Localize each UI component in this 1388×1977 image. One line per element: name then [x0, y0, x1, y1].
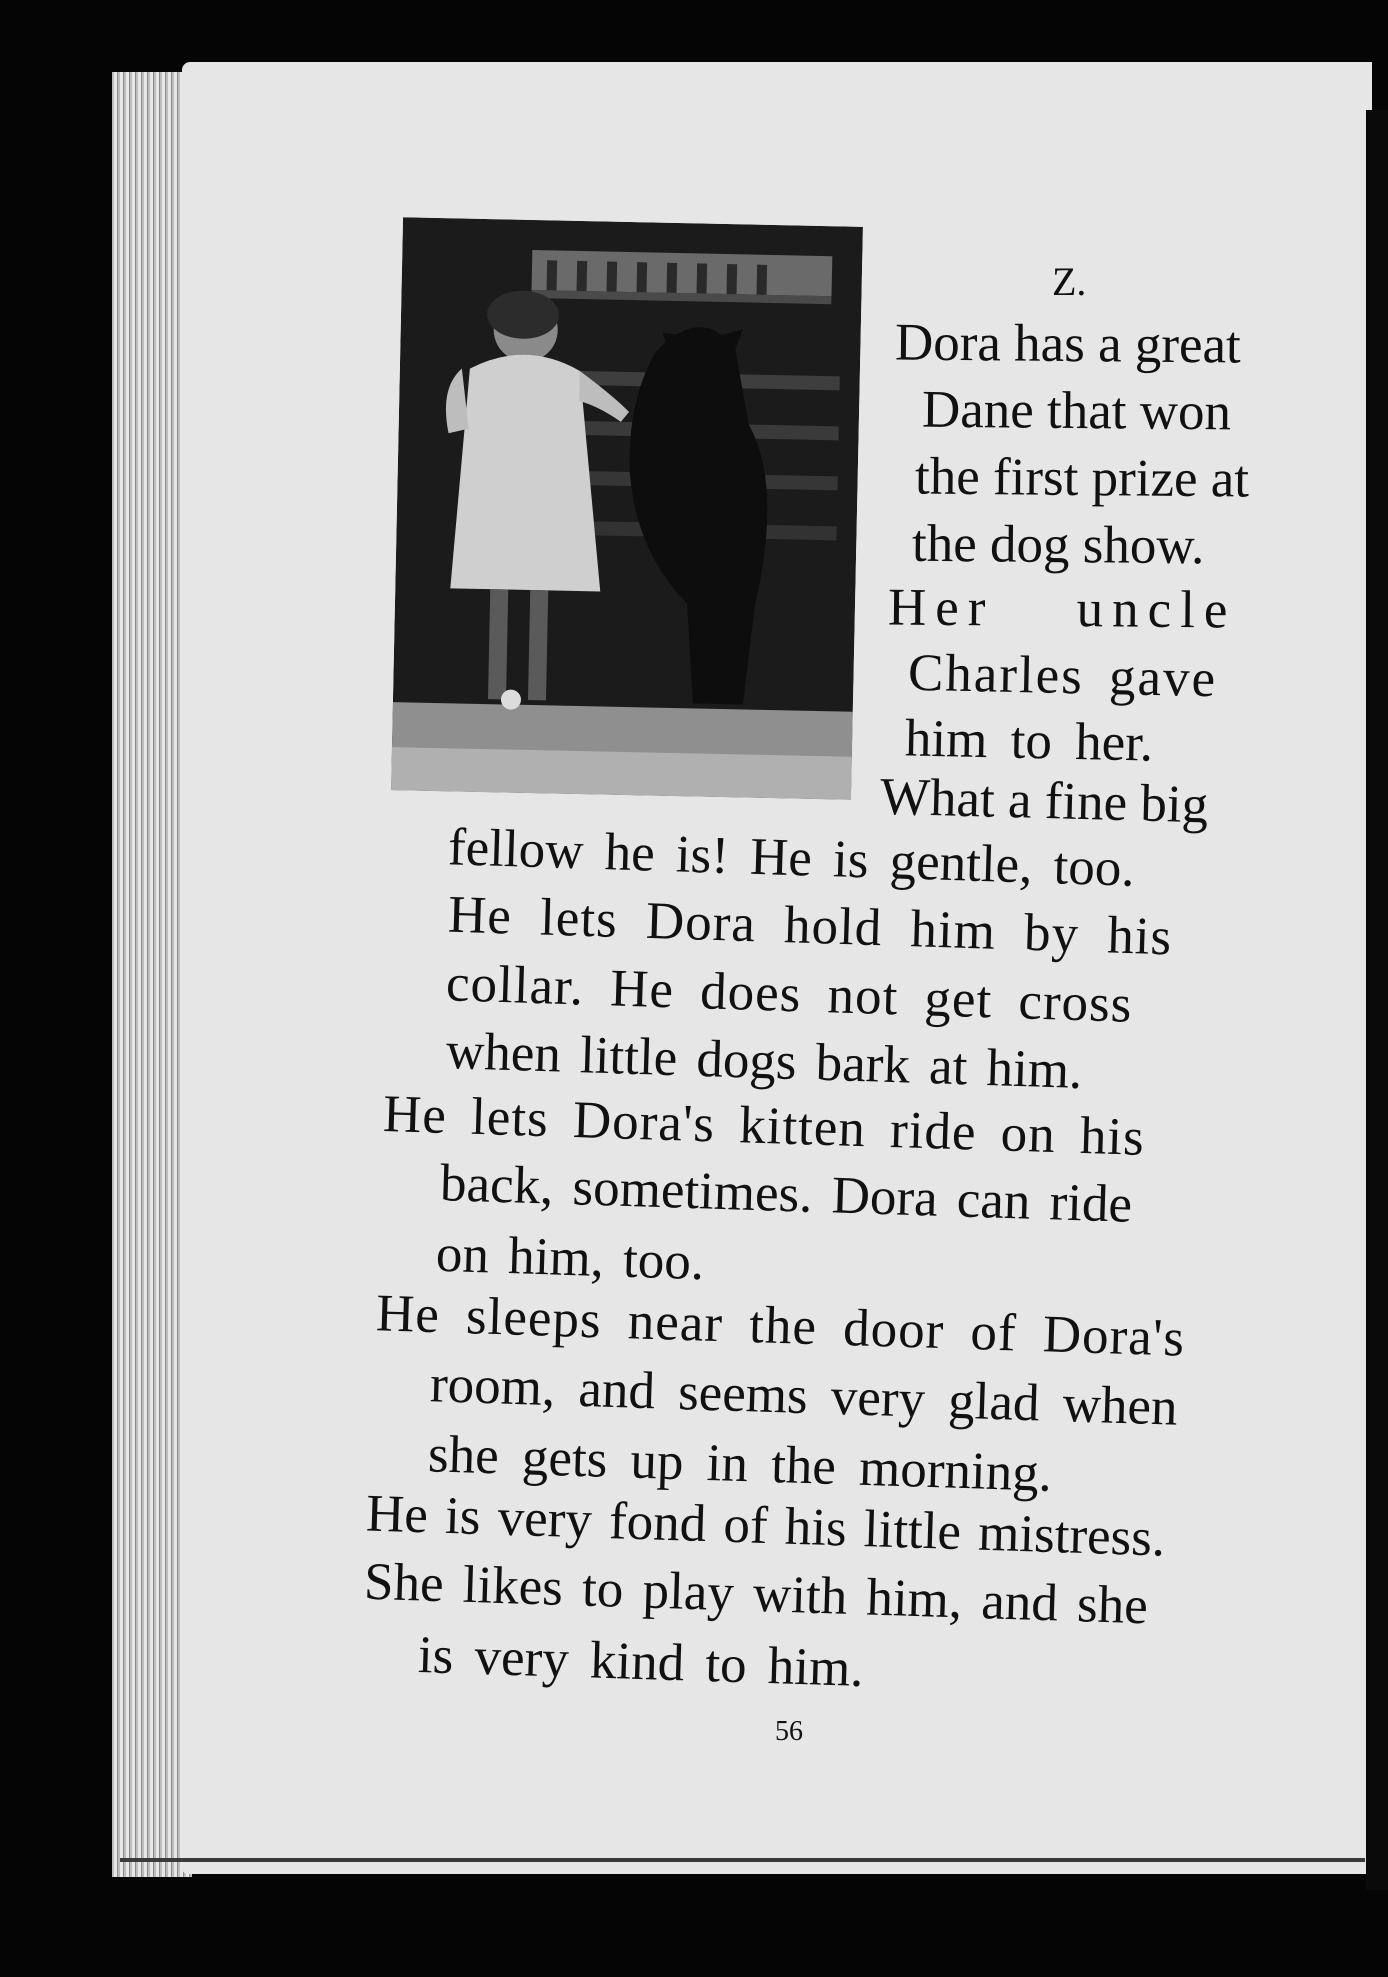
text-line: Her uncle	[887, 578, 1237, 640]
text-line: Dora has a great	[894, 313, 1242, 375]
text-line: fellow he is! He is gentle, too.	[447, 818, 1136, 898]
text-line: back, sometimes. Dora can ride	[439, 1154, 1133, 1234]
photo-girl-with-dog	[391, 217, 863, 800]
text-line: on him, too.	[435, 1224, 706, 1292]
section-letter: Z.	[1052, 259, 1087, 304]
text-line: when little dogs bark at him.	[445, 1022, 1084, 1100]
text-line: Dane that won	[921, 380, 1232, 442]
text-line: She likes to play with him, and she	[363, 1552, 1149, 1636]
text-line: collar. He does not get cross	[445, 954, 1134, 1034]
text-line: room, and seems very glad when	[429, 1355, 1179, 1437]
text-line: him to her.	[904, 709, 1154, 773]
text-line: the dog show.	[911, 514, 1205, 576]
text-line: What a fine big	[879, 767, 1209, 835]
text-line: He lets Dora hold him by his	[447, 885, 1174, 967]
text-line: He is very fond of his little mistress.	[365, 1484, 1167, 1568]
text-line: she gets up in the morning.	[427, 1425, 1053, 1503]
book-gutter	[1366, 110, 1388, 1890]
text-line: the first prize at	[914, 447, 1250, 509]
text-line: He lets Dora's kitten ride on his	[382, 1085, 1146, 1167]
page-edges	[112, 72, 192, 1877]
text-line: Charles gave	[907, 643, 1218, 709]
text-line: He sleeps near the door of Dora's	[375, 1284, 1186, 1368]
page-bottom-edge	[120, 1858, 1365, 1862]
text-line: is very kind to him.	[417, 1626, 865, 1698]
page-number: 56	[775, 1716, 803, 1747]
